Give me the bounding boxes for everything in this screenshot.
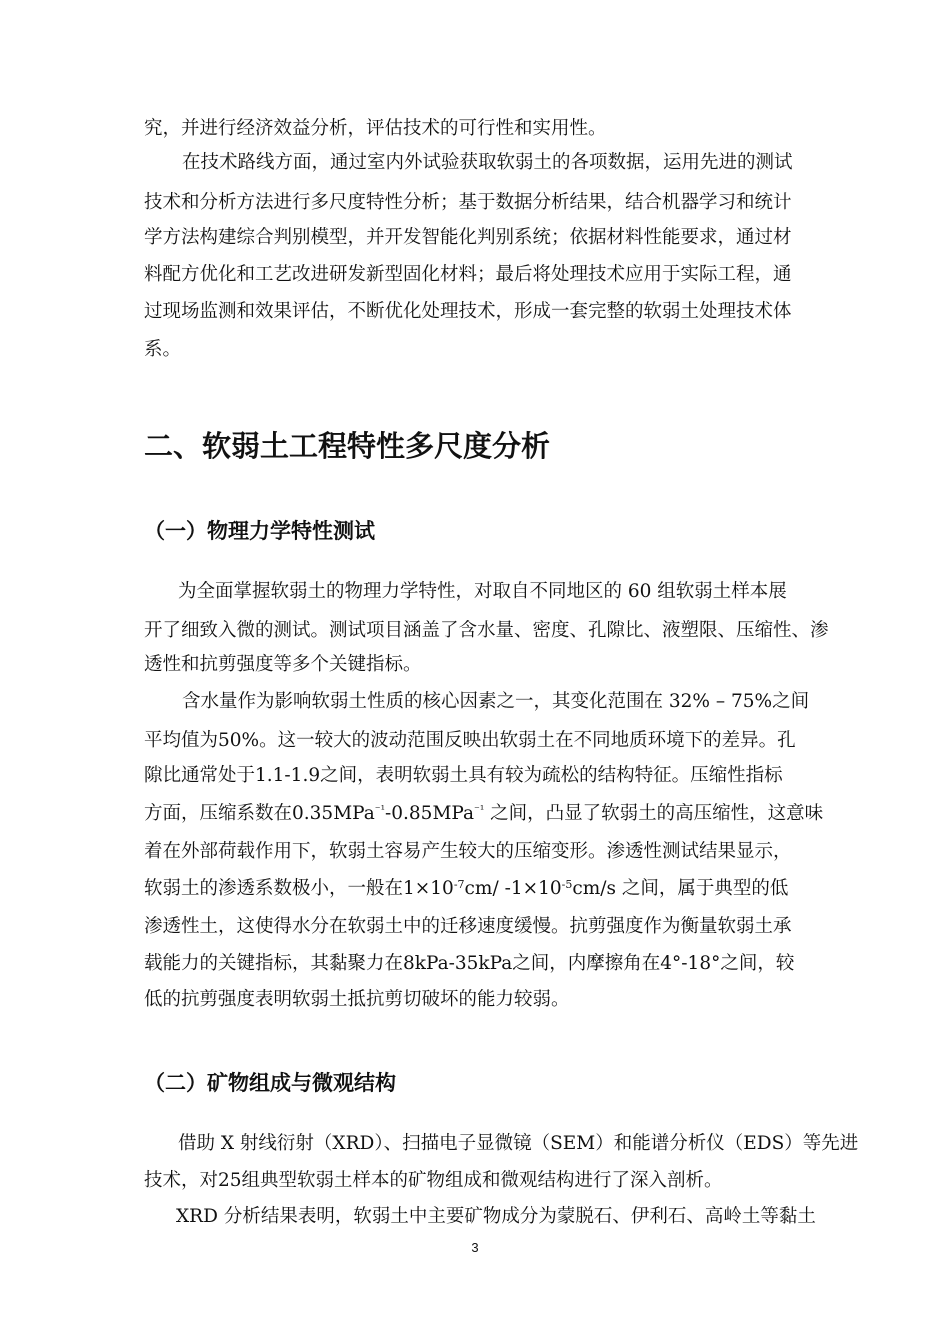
paragraph-line: 透性和抗剪强度等多个关键指标。 [144, 654, 422, 675]
text-run: 方面，压缩系数在0.35MPa [144, 803, 375, 824]
paragraph-line [144, 880, 788, 899]
superscript: ⁻¹ [474, 803, 485, 816]
paragraph-line: 在技术路线方面，通过室内外试验获取软弱土的各项数据，运用先进的测试 [182, 152, 793, 173]
subsection-title: （一）物理力学特性测试 [144, 519, 375, 543]
paragraph-line: 料配方优化和工艺改进研发新型固化材料；最后将处理技术应用于实际工程，通 [144, 264, 792, 285]
paragraph-line: 载能力的关键指标，其黏聚力在8kPa-35kPa之间，内摩擦角在4°-18°之间，较 [144, 953, 795, 974]
paragraph-line: 为全面掌握软弱土的物理力学特性，对取自不同地区的 60 组软弱土样本展 [178, 581, 787, 602]
paragraph-line: 技术，对25组典型软弱土样本的矿物组成和微观结构进行了深入剖析。 [144, 1170, 723, 1191]
paragraph-line: 渗透性土，这使得水分在软弱土中的迁移速度缓慢。抗剪强度作为衡量软弱土承 [144, 916, 792, 937]
paragraph-line: 开了细致入微的测试。测试项目涵盖了含水量、密度、孔隙比、液塑限、压缩性、渗 [144, 620, 829, 641]
paragraph-line: 低的抗剪强度表明软弱土抵抗剪切破坏的能力较弱。 [144, 989, 570, 1010]
superscript: -5 [561, 878, 573, 891]
superscript: ⁻¹ [374, 803, 385, 816]
paragraph-line: 技术和分析方法进行多尺度特性分析；基于数据分析结果，结合机器学习和统计 [144, 192, 792, 213]
text-run: -0.85MPa [385, 803, 475, 824]
paragraph-line: 究，并进行经济效益分析，评估技术的可行性和实用性。 [144, 118, 607, 139]
superscript: -7 [453, 878, 465, 891]
paragraph-line: XRD 分析结果表明，软弱土中主要矿物成分为蒙脱石、伊利石、高岭土等黏土 [176, 1206, 816, 1227]
page-number: 3 [471, 1240, 479, 1255]
paragraph-line: 平均值为50%。这一较大的波动范围反映出软弱土在不同地质环境下的差异。孔 [144, 730, 796, 751]
section-title: 二、软弱土工程特性多尺度分析 [144, 429, 551, 463]
paragraph-line: 借助 X 射线衍射（XRD）、扫描电子显微镜（SEM）和能谱分析仪（EDS）等先进 [178, 1133, 859, 1154]
text-run: cm/s 之间，属于典型的低 [572, 878, 789, 899]
text-run: 之间，凸显了软弱土的高压缩性，这意味 [484, 803, 824, 824]
text-run: 软弱土的渗透系数极小，一般在1×10 [144, 878, 454, 899]
paragraph-line: 系。 [144, 339, 182, 360]
paragraph-line: 过现场监测和效果评估，不断优化处理技术，形成一套完整的软弱土处理技术体 [144, 301, 792, 322]
paragraph-line: 学方法构建综合判别模型，并开发智能化判别系统；依据材料性能要求，通过材 [144, 227, 792, 248]
paragraph-line: 隙比通常处于1.1-1.9之间，表明软弱土具有较为疏松的结构特征。压缩性指标 [144, 765, 783, 786]
text-run: cm/ -1×10 [464, 878, 562, 899]
paragraph-line: 着在外部荷载作用下，软弱土容易产生较大的压缩变形。渗透性测试结果显示， [144, 841, 792, 862]
paragraph-line: 含水量作为影响软弱土性质的核心因素之一，其变化范围在 32% – 75%之间 [182, 691, 810, 712]
subsection-title: （二）矿物组成与微观结构 [144, 1071, 396, 1095]
paragraph-line [144, 805, 823, 824]
